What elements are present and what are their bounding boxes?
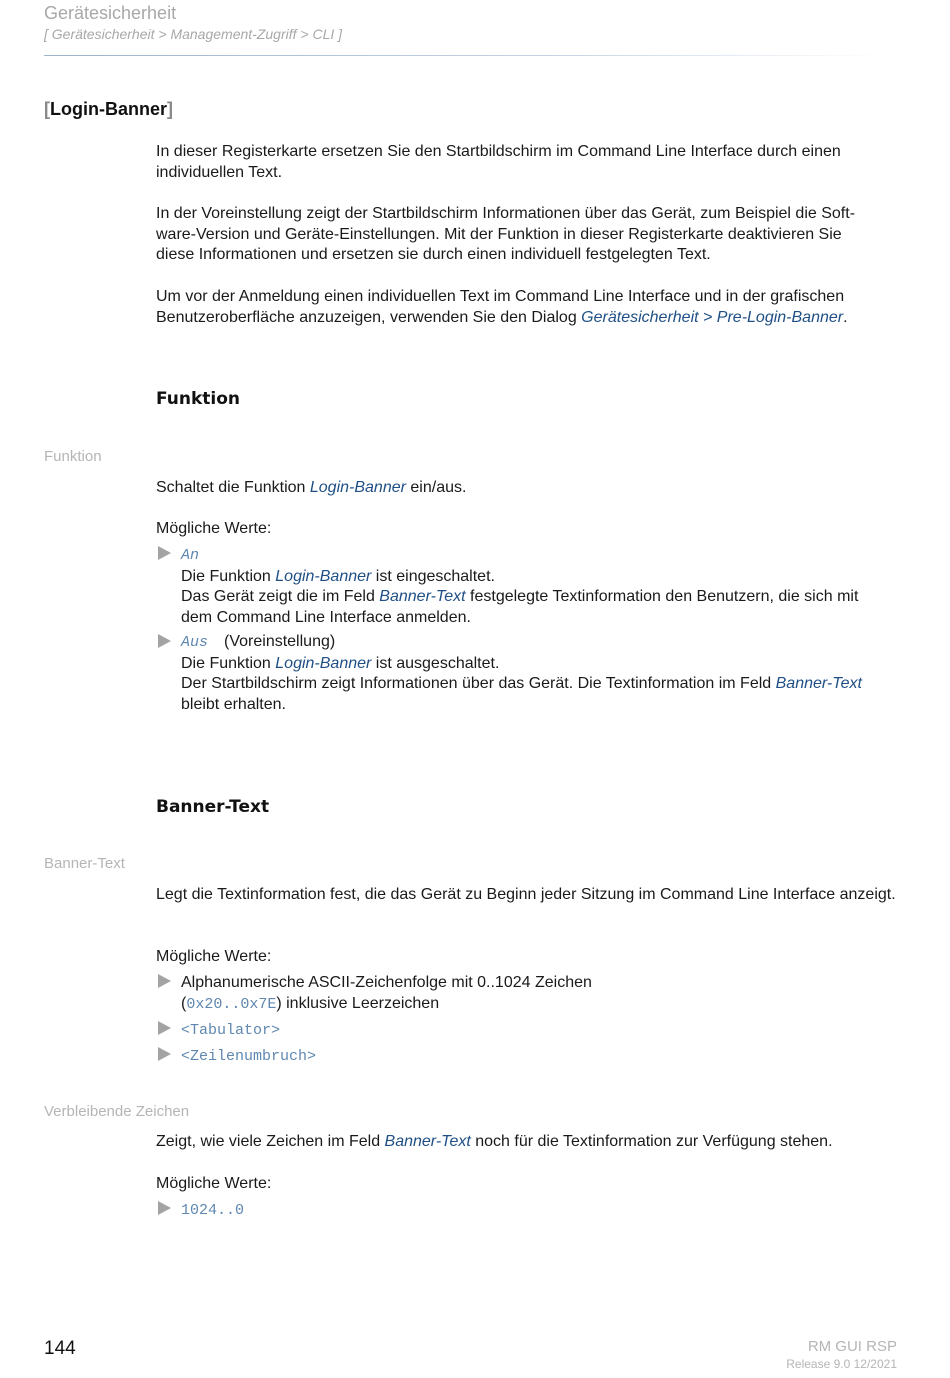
ascii-range-code: 0x20..0x7E: [186, 995, 277, 1013]
banner-text-value-ascii-line-1: Alphanumerische ASCII-Zeichenfolge mit 0..1024 Zeichen: [181, 974, 592, 991]
login-banner-link[interactable]: Login-Banner: [309, 479, 406, 496]
page-number: 144: [44, 1338, 76, 1359]
banner-text-value-ascii: [181, 973, 901, 1015]
funktion-values-label: Mögliche Werte:: [156, 520, 272, 537]
remaining-side-label: Verbleibende Zeichen: [44, 1103, 190, 1120]
funktion-value-aus-line-1: [181, 654, 901, 675]
breadcrumb: [ Gerätesicherheit > Management-Zugriff > CLI ]: [44, 26, 343, 42]
banner-text-link[interactable]: Banner-Text: [379, 588, 466, 605]
footer-doc-name: RM GUI RSP: [807, 1338, 897, 1355]
section-title: [44, 99, 173, 120]
banner-text-value-ascii-line-2: [181, 994, 901, 1016]
bullet-triangle-icon: [158, 1201, 171, 1215]
default-marker: (Voreinstellung): [224, 633, 336, 650]
funktion-side-label: Funktion: [44, 448, 102, 465]
funktion-description: [156, 478, 901, 499]
pre-login-banner-link[interactable]: Gerätesicherheit > Pre-Login-Banner: [581, 308, 844, 326]
intro-paragraph-1: In dieser Registerkarte ersetzen Sie den Startbildschirm im Command Line Interface durch einen individuellen Text.: [156, 143, 841, 181]
funktion-value-an-line-2: [181, 587, 901, 608]
remaining-description-text: Zeigt, wie viele Zeichen im Feld: [156, 1133, 385, 1150]
intro-paragraph-2-line-1: In der Voreinstellung zeigt der Startbildschirm Informationen über das Gerät, zum Beispiel die Soft-: [156, 205, 856, 222]
intro-paragraph-3: [156, 287, 901, 328]
page-header-title: Gerätesicherheit: [44, 3, 177, 23]
remaining-description-tail: noch für die Textinformation zur Verfügung stehen.: [470, 1133, 833, 1150]
banner-text-value-ascii-tail: ) inklusive Leerzeichen: [276, 994, 440, 1012]
funktion-value-an-line-2-text: Das Gerät zeigt die im Feld: [181, 588, 380, 605]
intro-paragraph-2-line-3: diese Informationen und ersetzen sie durch einen individuell festgelegten Text.: [156, 246, 711, 263]
banner-text-value-tab: [181, 1020, 901, 1042]
value-tabulator: <Tabulator>: [181, 1022, 281, 1039]
funktion-heading: Funktion: [156, 389, 241, 409]
intro-paragraph-2-line-2: ware-Version und Geräte-Einstellungen. Mit der Funktion in dieser Registerkarte deaktivieren Sie: [156, 225, 842, 243]
funktion-value-aus-line-1-tail: ist ausgeschaltet.: [371, 654, 500, 672]
banner-text-link[interactable]: Banner-Text: [775, 675, 862, 692]
open-paren: (: [181, 994, 187, 1012]
value-range: 1024..0: [181, 1202, 245, 1219]
banner-text-values-label: Mögliche Werte:: [156, 948, 272, 965]
value-zeilenumbruch: <Zeilenumbruch>: [181, 1048, 317, 1065]
bullet-triangle-icon: [158, 634, 171, 648]
funktion-description-tail: ein/aus.: [405, 479, 467, 496]
banner-text-link[interactable]: Banner-Text: [384, 1133, 471, 1150]
banner-text-side-label: Banner-Text: [44, 855, 125, 872]
funktion-value-aus-line-3: bleibt erhalten.: [181, 695, 286, 713]
funktion-value-aus-line-1-text: Die Funktion: [181, 654, 276, 672]
login-banner-link[interactable]: Login-Banner: [275, 654, 372, 672]
intro-paragraph-3-text: Benutzeroberfläche anzuzeigen, verwenden Sie den Dialog: [156, 308, 582, 326]
funktion-value-an-line-2-tail: festgelegte Textinformation den Benutzern, die sich mit: [465, 588, 859, 605]
footer-release: Release 9.0 12/2021: [786, 1357, 897, 1371]
funktion-value-an-line-1: [181, 567, 901, 588]
bullet-triangle-icon: [158, 974, 171, 988]
remaining-description: [156, 1132, 901, 1153]
funktion-value-aus: [181, 632, 901, 715]
bullet-triangle-icon: [158, 1021, 171, 1035]
value-aus: Aus: [181, 634, 209, 651]
funktion-value-an-line-3: dem Command Line Interface anmelden.: [181, 608, 471, 626]
banner-text-heading: Banner-Text: [156, 797, 270, 817]
bullet-triangle-icon: [158, 546, 171, 560]
banner-text-description: Legt die Textinformation fest, die das Gerät zu Beginn jeder Sitzung im Command Line Interface anzeigt.: [156, 886, 896, 903]
intro-paragraph-2: [156, 204, 901, 266]
remaining-value: [181, 1200, 901, 1222]
funktion-value-aus-line-2: [181, 674, 901, 695]
value-an: An: [181, 547, 200, 564]
funktion-value-an-line-1-text: Die Funktion: [181, 567, 276, 585]
remaining-values-label: Mögliche Werte:: [156, 1175, 272, 1192]
login-banner-link[interactable]: Login-Banner: [275, 567, 372, 585]
section-title-open-bracket: [: [44, 99, 50, 119]
section-title-close-bracket: ]: [167, 99, 173, 119]
section-title-text: Login-Banner: [50, 99, 167, 119]
intro-paragraph-3-line-2: [156, 308, 901, 329]
funktion-description-text: Schaltet die Funktion: [156, 479, 310, 496]
intro-paragraph-3-period: .: [843, 308, 848, 326]
funktion-value-an-line-1-tail: ist eingeschaltet.: [371, 567, 495, 585]
intro-paragraph-3-line-1: Um vor der Anmeldung einen individuellen Text im Command Line Interface und in der grafischen: [156, 288, 845, 305]
header-divider: [44, 55, 884, 56]
banner-text-value-newline: [181, 1046, 901, 1068]
funktion-value-aus-line-2-text: Der Startbildschirm zeigt Informationen über das Gerät. Die Textinformation im Feld: [181, 675, 776, 692]
funktion-value-an: [181, 545, 901, 628]
bullet-triangle-icon: [158, 1047, 171, 1061]
